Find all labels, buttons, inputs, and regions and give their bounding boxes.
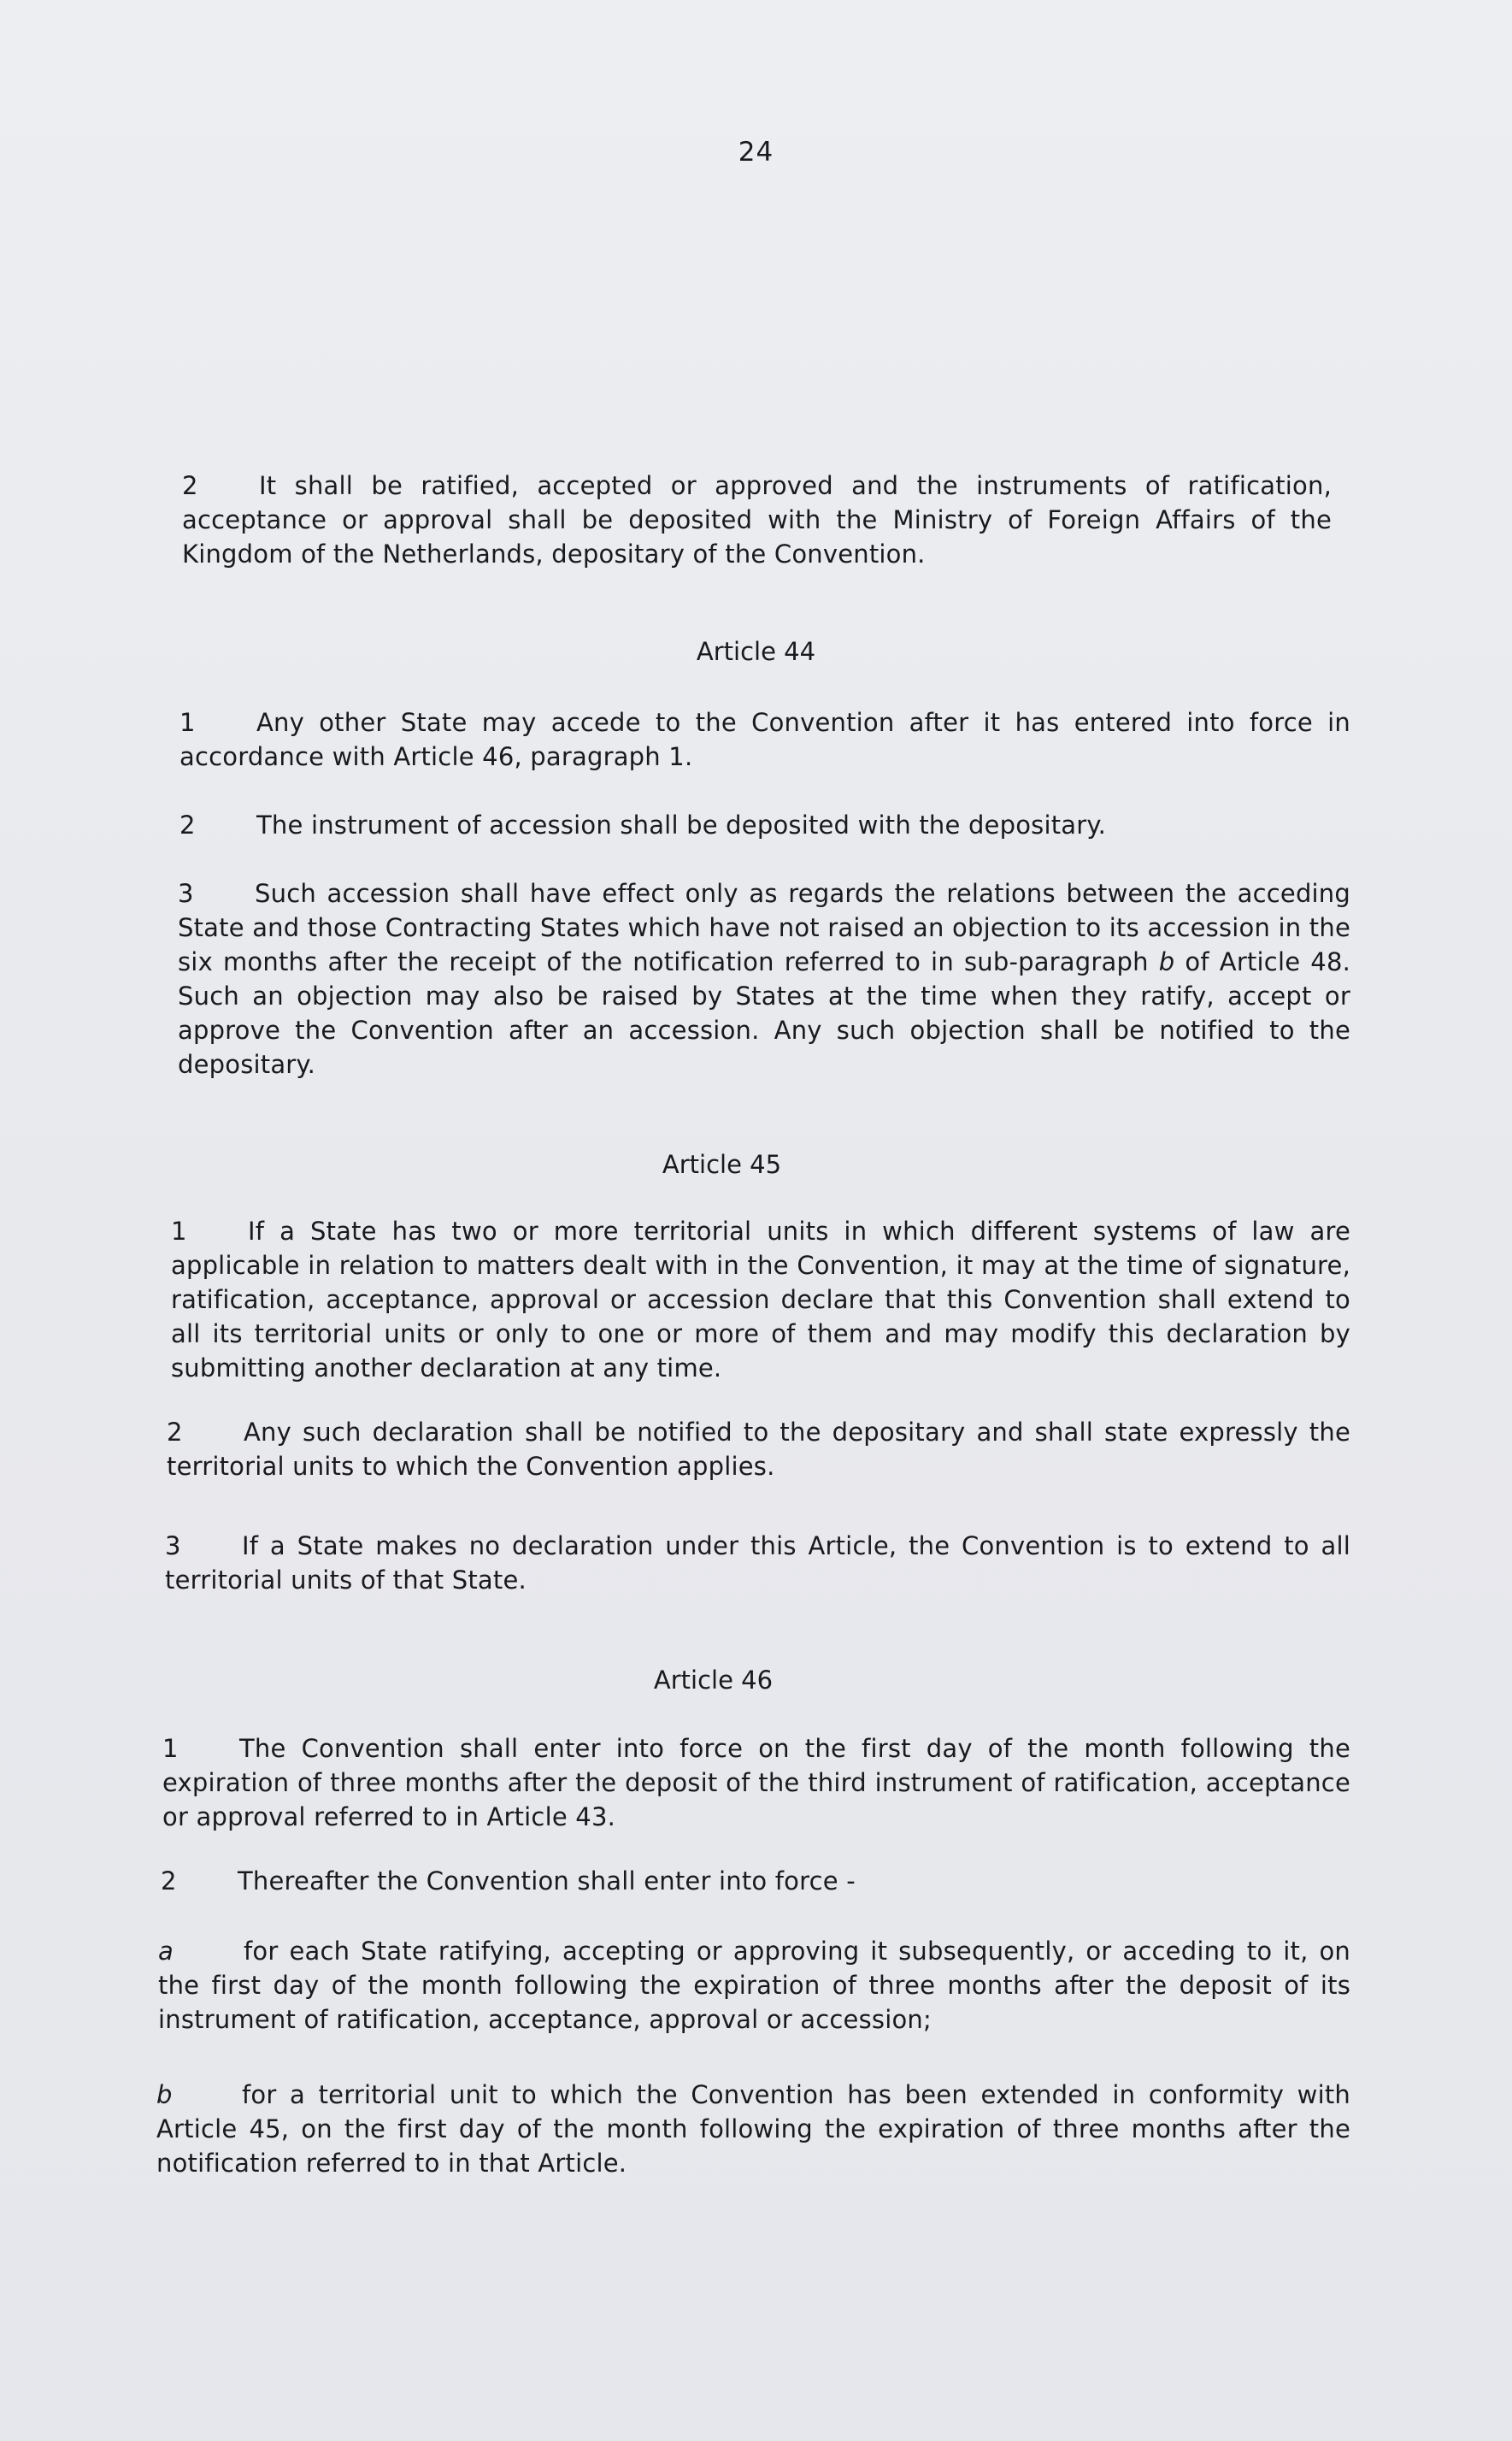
art45-paragraph-1 (171, 1214, 1350, 1385)
paragraph-text: Thereafter the Convention shall enter into force - (238, 1866, 856, 1896)
paragraph-text: Any such declaration shall be notified to the depositary and shall state expressly the territorial units to which the Convention applies. (167, 1418, 1350, 1481)
paragraph-number: 1 (179, 708, 196, 737)
subparagraph-text: for a territorial unit to which the Convention has been extended in conformity with Article 45, on the first day of the month following the expiration of three months after the notification referred to in that Article. (156, 2080, 1350, 2178)
paragraph-text: The Convention shall enter into force on the first day of the month following the expiration of three months after the deposit of the third instrument of ratification, acceptance or approval referred to in Article 43. (162, 1734, 1350, 1831)
art46-subparagraph-b (156, 2078, 1350, 2180)
subparagraph-letter: b (156, 2080, 173, 2109)
article-45-heading: Article 45 (662, 1150, 782, 1179)
paragraph-text: If a State makes no declaration under this Article, the Convention is to extend to all territorial units of that State. (165, 1531, 1350, 1595)
paragraph-number: 3 (165, 1531, 181, 1560)
paragraph-text: It shall be ratified, accepted or approved and the instruments of ratification, acceptance or approval shall be deposited with the Ministry of Foreign Affairs of the Kingdom of the Netherlands, depositary of the Convention. (182, 471, 1332, 569)
art44-paragraph-1 (179, 705, 1350, 774)
article-46-heading: Article 46 (653, 1666, 774, 1695)
paragraph-text: If a State has two or more territorial units in which different systems of law are applicable in relation to matters dealt with in the Convention, it may at the time of signature, ratification, acceptance, approval or accession declare that this Convention shall extend to all its territorial units or only to one or more of them and may modify this declaration by submitting another declaration at any time. (171, 1217, 1350, 1383)
subparagraph-letter: a (158, 1937, 174, 1966)
art44-paragraph-2 (179, 808, 1350, 842)
art46-subparagraph-a (158, 1934, 1350, 2037)
art45-paragraph-3 (165, 1529, 1350, 1597)
paragraph-number: 2 (179, 811, 196, 840)
art46-paragraph-1 (162, 1731, 1350, 1834)
paragraph-number: 2 (161, 1866, 177, 1896)
paragraph-number: 3 (178, 879, 194, 908)
subparagraph-text: for each State ratifying, accepting or approving it subsequently, or acceding to it, on the first day of the month following the expiration of three months after the deposit of its instrument of ratification, acceptance, approval or accession; (158, 1937, 1350, 2034)
paragraph-text-b: of Article 48. Such an objection may also be raised by States at the time when they ratify, accept or approve the Convention after an accession. Any such objection shall be notified to the depositary. (178, 947, 1351, 1079)
paragraph-number: 2 (182, 471, 198, 500)
paragraph-number: 1 (171, 1217, 187, 1246)
page-number: 24 (738, 137, 774, 168)
subparagraph-letter: b (1158, 947, 1175, 976)
paragraph-number: 1 (162, 1734, 179, 1763)
article-44-heading: Article 44 (696, 637, 816, 666)
paragraph-text-a: Such accession shall have effect only as regards the relations between the acceding State and those Contracting States which have not raised an objection to its accession in the six months after the receipt of the notification referred to in sub-paragraph (178, 879, 1350, 976)
art44-paragraph-3 (178, 876, 1350, 1082)
paragraph-text: The instrument of accession shall be deposited with the depositary. (256, 811, 1107, 840)
art46-paragraph-2 (161, 1864, 1350, 1898)
paragraph-number: 2 (167, 1418, 183, 1447)
art43-paragraph-2 (182, 469, 1332, 571)
paragraph-text: Any other State may accede to the Convention after it has entered into force in accordance with Article 46, paragraph 1. (179, 708, 1350, 771)
art45-paragraph-2 (167, 1415, 1350, 1483)
